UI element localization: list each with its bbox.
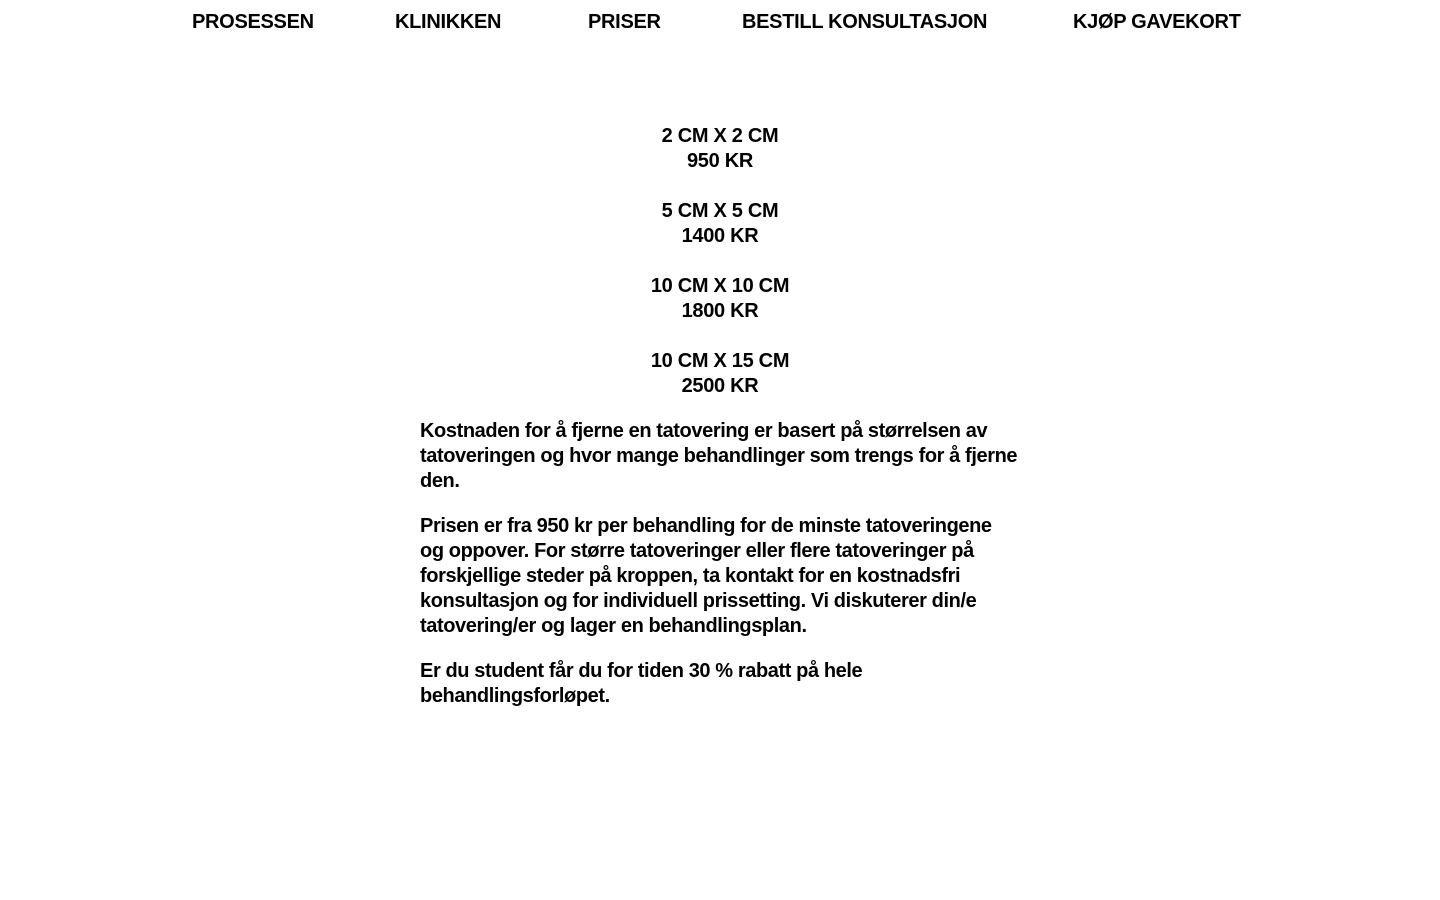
- price-size: 10 CM X 10 CM: [650, 275, 790, 297]
- price-size: 2 CM X 2 CM: [661, 125, 779, 147]
- price-amount: 1800 KR: [681, 300, 759, 322]
- price-item: [520, 274, 920, 324]
- description-paragraph: Kostnaden for å fjerne en tatovering er basert på størrelsen av tatoveringen og hvor mange behandlinger som trengs for å fjerne den.: [420, 420, 1018, 492]
- price-amount: 950 KR: [686, 150, 753, 172]
- price-amount: 1400 KR: [681, 225, 759, 247]
- price-size: 5 CM X 5 CM: [661, 200, 779, 222]
- nav-link-priser[interactable]: PRISER: [588, 11, 661, 33]
- price-item: [520, 349, 920, 399]
- nav-link-prosessen[interactable]: PROSESSEN: [192, 11, 314, 33]
- nav-link-bestill-konsultasjon[interactable]: BESTILL KONSULTASJON: [742, 11, 988, 33]
- price-list: [520, 124, 920, 424]
- description-paragraph: Er du student får du for tiden 30 % rabatt på hele behandlingsforløpet.: [420, 660, 863, 707]
- price-description: [420, 419, 1020, 729]
- price-amount: 2500 KR: [681, 375, 759, 397]
- price-size: 10 CM X 15 CM: [650, 350, 790, 372]
- main-navigation: [0, 10, 1440, 36]
- price-item: [520, 124, 920, 174]
- description-paragraph: Prisen er fra 950 kr per behandling for de minste tatoveringene og oppover. For større tatoveringer eller flere tatoveringer på forskjellige steder på kroppen, ta kontakt for en kostnadsfri konsultasjon og for individuell prissetting. Vi diskuterer din/e tatovering/er og lager en behandlingsplan.: [420, 515, 992, 637]
- nav-link-kjop-gavekort[interactable]: KJØP GAVEKORT: [1073, 11, 1241, 33]
- nav-link-klinikken[interactable]: KLINIKKEN: [395, 11, 502, 33]
- price-item: [520, 199, 920, 249]
